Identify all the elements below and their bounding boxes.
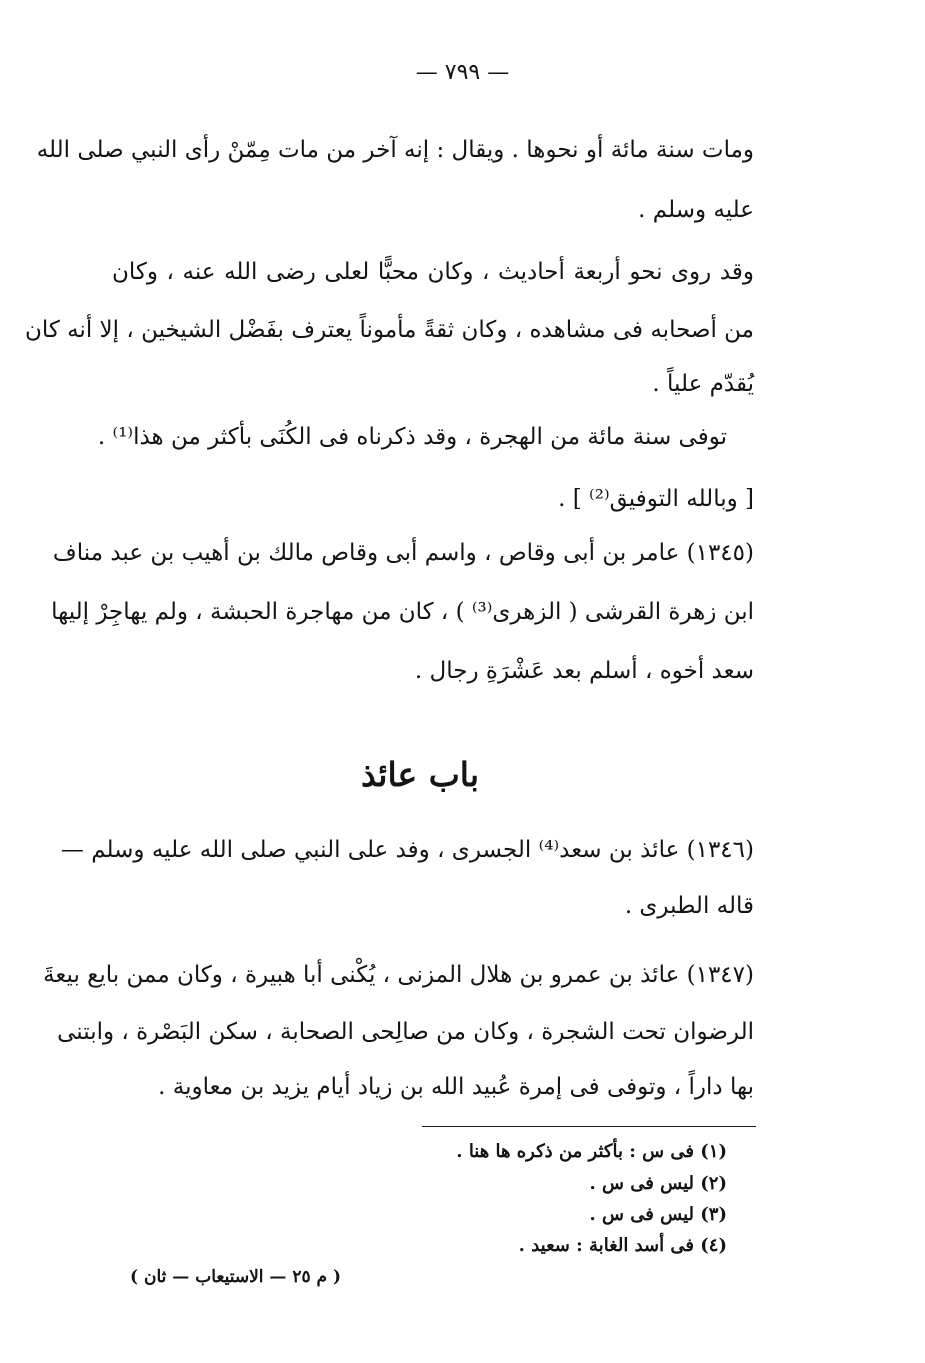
text-line: وقد روى نحو أربعة أحاديث ، وكان محبًّا لعلى رضى الله عنه ، وكان	[112, 259, 754, 285]
footnote: (٢) ليس فى س .	[589, 1173, 727, 1194]
footnote: (٤) فى أسد الغابة : سعيد .	[518, 1235, 727, 1256]
text-line: سعد أخوه ، أسلم بعد عَشْرَةِ رجال .	[414, 658, 754, 684]
text-line: توفى سنة مائة من الهجرة ، وقد ذكرناه فى الكُنَى بأكثر من هذا⁽¹⁾ .	[97, 424, 727, 450]
footnote: (١) فى س : بأكثر من ذكره ها هنا .	[456, 1141, 727, 1162]
footnote: (٣) ليس فى س .	[589, 1204, 727, 1225]
entry-1345-line: (١٣٤٥) عامر بن أبى وقاص ، واسم أبى وقاص مالك بن أهيب بن عبد مناف	[52, 540, 754, 566]
text-line: يُقدّم علياً .	[652, 371, 754, 397]
text-line: قاله الطبرى .	[624, 893, 754, 919]
entry-1347-line: (١٣٤٧) عائذ بن عمرو بن هلال المزنى ، يُكْنى أبا هبيرة ، وكان ممن بايع بيعةَ	[43, 962, 754, 988]
footnote-divider	[422, 1126, 756, 1127]
text-line: من أصحابه فى مشاهده ، وكان ثقةً مأموناً يعترف بفَضْل الشيخين ، إلا أنه كان	[24, 317, 754, 343]
text-line: [ وبالله التوفيق⁽²⁾ ] .	[558, 486, 754, 512]
entry-1346-line: (١٣٤٦) عائذ بن سعد⁽⁴⁾ الجسرى ، وفد على النبي صلى الله عليه وسلم —	[60, 837, 754, 863]
text-line: ومات سنة مائة أو نحوها . ويقال : إنه آخر من مات مِمّنْ رأى النبي صلى الله	[36, 137, 754, 163]
text-line: ابن زهرة القرشى ( الزهرى⁽³⁾ ) ، كان من مهاجرة الحبشة ، ولم يهاجِرْ إليها	[51, 599, 754, 625]
section-heading: باب عائذ	[360, 755, 480, 794]
text-line: الرضوان تحت الشجرة ، وكان من صالِحى الصحابة ، سكن البَصْرة ، وابتنى	[57, 1019, 754, 1045]
text-line: عليه وسلم .	[638, 197, 754, 223]
signature-mark: ( م ٢٥ — الاستيعاب — ثان )	[130, 1267, 342, 1287]
page-number: — ٧٩٩ —	[415, 60, 510, 85]
text-line: بها داراً ، وتوفى فى إمرة عُبيد الله بن زياد أيام يزيد بن معاوية .	[158, 1074, 754, 1100]
